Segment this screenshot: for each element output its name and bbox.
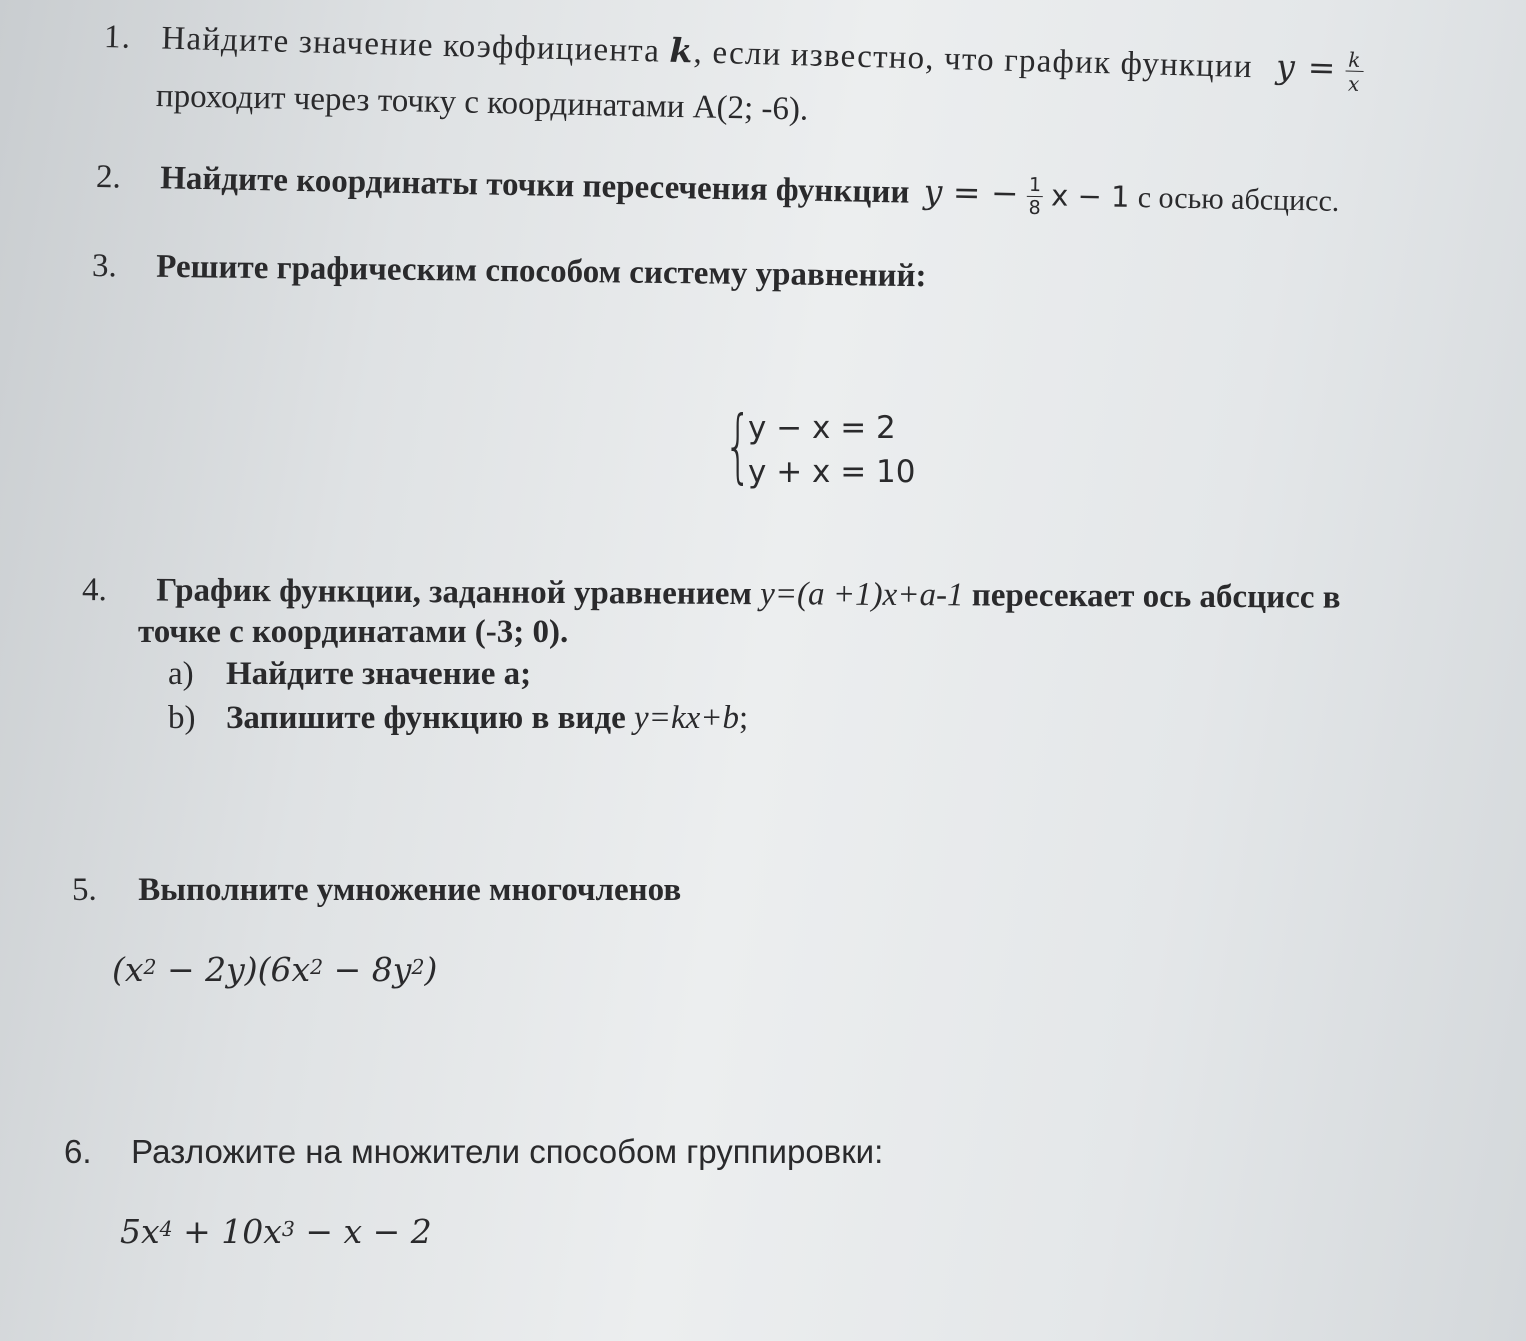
expr-6-part-2: + 10x — [172, 1212, 282, 1251]
expr-5-sup-3: 2 — [411, 954, 425, 979]
problem-1-k: k — [669, 30, 695, 71]
system-equation-2: y + x = 10 — [748, 454, 916, 490]
problem-2-text: Найдите координаты точки пересечения функции — [159, 160, 910, 211]
problem-2-text-end: с осью абсцисс. — [1137, 181, 1340, 218]
problem-5 — [72, 872, 681, 909]
problem-4-sub-a — [168, 656, 531, 693]
problem-1-text-line-2: проходит через точку с координатами А(2; -6). — [155, 78, 809, 128]
problem-1-line-2 — [156, 78, 809, 129]
problem-2-formula-end: x − 1 — [1050, 178, 1130, 214]
sub-b-formula: y=kx+b — [634, 700, 740, 736]
expr-6-part-3: − x − 2 — [294, 1212, 432, 1251]
expr-5-sup-2: 2 — [310, 954, 324, 979]
system-equation-1: y − x = 2 — [748, 410, 896, 446]
problem-3 — [92, 248, 927, 295]
problem-6 — [64, 1133, 883, 1171]
problem-2 — [96, 156, 1340, 224]
problem-4-line-1 — [82, 572, 1341, 617]
problem-1-fraction — [1345, 48, 1363, 97]
sub-b-end: ; — [739, 700, 749, 736]
problem-2-number: 2. — [95, 159, 122, 196]
expr-5-part-2: − 2y)(6x — [156, 950, 311, 989]
problem-1-number: 1. — [103, 19, 132, 56]
problem-2-formula-start: y = − — [923, 171, 1020, 213]
problem-1-frac-num: k — [1347, 48, 1362, 73]
problem-1-text: Найдите значение коэффициента — [161, 20, 661, 70]
sub-a-label: a) — [168, 656, 194, 692]
expr-5-part-3: − 8y — [323, 950, 412, 989]
problem-4-text-line-2: точке с координатами (-3; 0). — [138, 614, 569, 650]
problem-1-formula: y = — [1275, 46, 1338, 88]
expr-6-sup-2: 3 — [281, 1216, 295, 1241]
problem-1-text-rest: , если известно, что график функции — [693, 34, 1254, 86]
expr-5-part-1: (x — [112, 950, 144, 989]
problem-4-text: График функции, заданной уравнением — [156, 572, 753, 613]
problem-3-text: Решите графическим способом систему уравнений: — [156, 248, 927, 295]
problem-6-text: Разложите на множители способом группировки: — [131, 1133, 884, 1170]
problem-4-text-end: пересекает ось абсцисс в — [971, 577, 1341, 616]
problem-2-frac-den: 8 — [1028, 197, 1041, 220]
expr-5-part-4: ) — [424, 950, 438, 989]
problem-5-number: 5. — [72, 872, 97, 908]
problem-1-frac-den: x — [1347, 72, 1361, 97]
problem-4-formula: y=(a +1)x+a-1 — [760, 576, 964, 614]
polynomial-to-factor — [120, 1212, 432, 1251]
polynomial-product — [112, 950, 437, 989]
problem-3-number: 3. — [91, 248, 117, 285]
problem-2-fraction — [1026, 176, 1043, 218]
problem-4-number: 4. — [81, 572, 107, 609]
problem-5-text: Выполните умножение многочленов — [138, 872, 682, 908]
problem-6-number: 6. — [64, 1133, 92, 1170]
problem-4-sub-b — [168, 700, 748, 737]
expr-6-sup-1: 4 — [159, 1216, 173, 1241]
expr-6-part-1: 5x — [120, 1212, 160, 1251]
sub-b-label: b) — [168, 700, 196, 736]
sub-b-text: Запишите функцию в виде — [226, 700, 626, 736]
expr-5-sup-1: 2 — [143, 954, 157, 979]
system-brace: { — [724, 399, 752, 492]
sub-a-text: Найдите значение а; — [226, 656, 532, 692]
problem-2-frac-num: 1 — [1027, 176, 1043, 197]
problem-4-line-2 — [138, 614, 568, 651]
